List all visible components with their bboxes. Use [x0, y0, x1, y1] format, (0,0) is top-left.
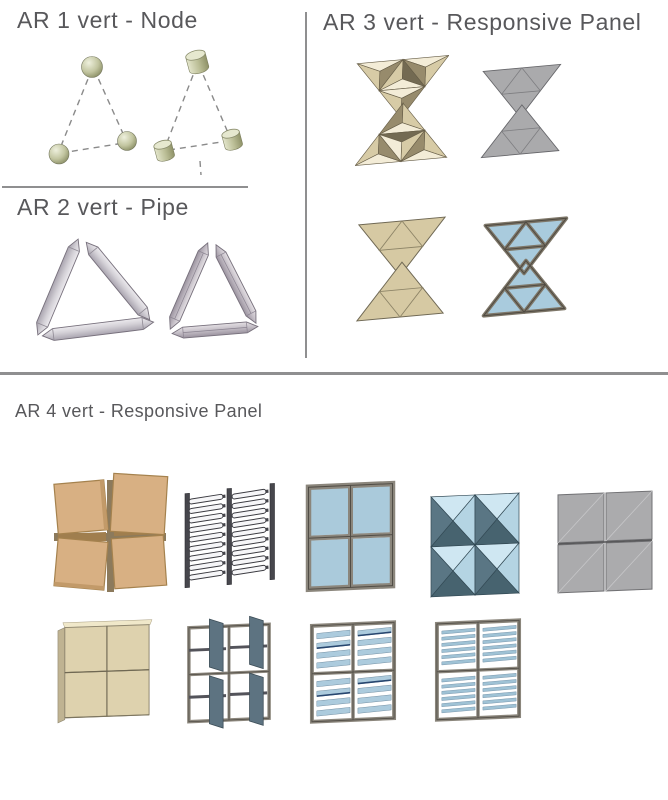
section-title-ar4: AR 4 vert - Responsive Panel [15, 401, 263, 421]
figure-panel-glass-louvers-wide [308, 616, 398, 730]
figure-panel-flat-gray-hourglass [477, 56, 565, 166]
divider-vertical [305, 12, 307, 358]
node-sphere-right [118, 132, 137, 151]
node-spheres-and-cylinders [28, 44, 258, 184]
pipe-triangles [16, 230, 288, 358]
figure-panel-louver-rack [180, 472, 282, 592]
node-sphere-left [49, 144, 69, 164]
section-title-ar2: AR 2 vert - Pipe [17, 194, 189, 220]
divider-horizontal-full [0, 372, 668, 375]
figure-panel-flat-tan-hourglass [352, 214, 450, 324]
node-sphere-top [82, 57, 103, 78]
section-title-ar1: AR 1 vert - Node [17, 7, 198, 33]
figure-panel-glazed-window [303, 476, 398, 594]
node-cylinder-right [221, 127, 244, 151]
origami-facets [355, 55, 449, 165]
section-title-ar3: AR 3 vert - Responsive Panel [323, 9, 642, 35]
figure-ar2-pipes [16, 230, 288, 358]
figure-panel-glazed-hourglass [479, 212, 571, 322]
figure-panel-rotating-squares [50, 474, 170, 598]
figure-panel-flat-gray-squares [555, 487, 655, 595]
node-cylinder-left [153, 138, 176, 162]
pipe-triangle-faceted [165, 241, 261, 339]
figure-panel-folded-origami [350, 52, 454, 169]
divider-ar1-ar2 [2, 186, 248, 188]
figure-panel-vertical-fins [184, 617, 274, 731]
node-cylinder-top [185, 48, 210, 75]
figure-panel-flat-beige-squares [55, 620, 153, 726]
figure-panel-glass-louvers-narrow [433, 615, 523, 729]
figure-ar1-nodes [28, 44, 258, 184]
figure-panel-pyramid-facets [428, 487, 523, 601]
pipe-triangle-round [32, 237, 154, 342]
